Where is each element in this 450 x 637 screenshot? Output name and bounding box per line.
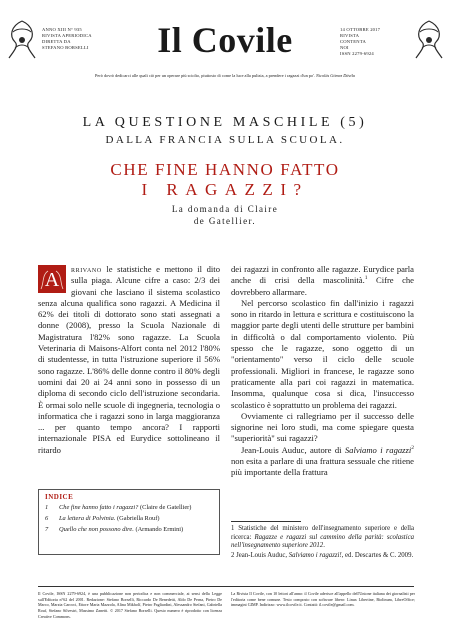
index-item[interactable] xyxy=(45,524,213,535)
index-box xyxy=(38,489,220,555)
colophon-left: Il Covile, ISSN 2279-6924, è una pubblicazione non periodica e non commerciale, ai sensi della Legge sull'Editoria n°62 del 2001. Redazione: Stefano Borselli, Riccardo De Benedetti, Aldo De Perna, Pietro De Marco, Marzia Carocci, Ettore Maria Mazzola, Alina Mikholf, Pietro Pagliardini, Alessandro Stefani, Gabriella Rouf, Stefano Silvestri, Massimo Zanetti. © 2017 Stefano Borselli. Questo numero è riprodotto con licenza Creative Commons. xyxy=(38,591,222,619)
dropcap-text: A xyxy=(44,269,60,291)
masthead-right-line-4: NOI xyxy=(340,45,349,50)
index-entry-title: Quello che non possono dire. xyxy=(59,526,134,533)
book-title: Salviamo i ragazzi xyxy=(344,444,412,455)
masthead-motto xyxy=(0,73,450,79)
footnote-divider xyxy=(231,521,301,522)
article-paragraph-continued xyxy=(231,264,414,298)
index-entry-author: (Gabriella Rouf) xyxy=(115,515,160,522)
index-entry-title: La lettera di Polvinia. xyxy=(59,515,116,522)
footnote-title: Ragazze e ragazzi sul cammino della parità: scolastica nell'insegnamento superiore 2012 xyxy=(231,533,415,550)
masthead-director: STEFANO BORSELLI xyxy=(42,45,89,50)
index-entry xyxy=(59,524,213,535)
index-entry xyxy=(59,513,213,524)
footnote-2 xyxy=(231,552,414,561)
article-paragraph-1 xyxy=(38,264,220,456)
footnote-text-end: , ed. Descartes & C. 2009. xyxy=(341,551,414,559)
byline-line-2: de Gatellier. xyxy=(193,216,257,226)
index-page-number: 6 xyxy=(45,515,49,522)
masthead-issue: ANNO XIII N° 935 xyxy=(42,27,82,32)
footnote-ref-2[interactable]: 2 xyxy=(411,444,414,451)
index-entry xyxy=(59,502,213,513)
index-entry-title: Che fine hanno fatto i ragazzi? xyxy=(59,504,139,511)
paragraph-text: dei ragazzi in confronto alle ragazze. Eurydice parla anche di crisi della mascolinità. xyxy=(231,264,414,286)
masthead-right-line-3: CONTENTA xyxy=(340,39,366,44)
masthead-directed-by: DIRETTA DA xyxy=(42,39,71,44)
article-column-left xyxy=(38,264,220,456)
footnote-title: Salviamo i ragazzi! xyxy=(288,551,342,559)
first-word: rrivano xyxy=(71,264,102,274)
footnote-text: 2 Jean-Louis Auduc, xyxy=(231,551,289,559)
footnote-1 xyxy=(231,525,414,551)
masthead-left-info xyxy=(42,27,142,51)
headline-line-1: CHE FINE HANNO FATTO xyxy=(110,160,340,179)
motto-author: Nicolás Gómez Dávila xyxy=(316,73,355,78)
headline-line-2: I RAGAZZI? xyxy=(141,180,309,199)
masthead-title: Il Covile xyxy=(157,20,293,60)
article-headline xyxy=(0,160,450,200)
footnote-text: 1 Statistiche del ministero dell'insegnamento superiore e della ricerca: xyxy=(231,525,414,541)
index-item[interactable] xyxy=(45,513,213,524)
colophon-divider xyxy=(38,586,414,587)
index-entry-author: (Armando Ermini) xyxy=(133,526,184,533)
masthead-issn: ISSN 2279-6924 xyxy=(340,51,374,56)
article-byline xyxy=(0,203,450,227)
series-subtitle: DALLA FRANCIA SULLA SCUOLA. xyxy=(105,134,345,146)
footnotes xyxy=(231,525,414,561)
article-column-right xyxy=(231,264,414,479)
right-ornament-icon xyxy=(412,18,446,64)
left-ornament-icon xyxy=(5,18,39,64)
series-title: LA QUESTIONE MASCHILE (5) xyxy=(82,115,368,130)
colophon-right: La Rivista Il Covile, con 10 lettori all'anno: il Covile aderisce all'appello dell'Unione italiana dei giornalisti per l'editoria come bene comune. Testo composto con software libero: Linux Libertine, Biolinum, LibreOffice; immagini GIMP. Indirizzo: www.ilcovile.it. Contatti: il.covile@gmail.com. xyxy=(231,591,415,608)
article-paragraph-4 xyxy=(231,445,414,479)
paragraph-text: Jean-Louis Auduc, autore di xyxy=(241,444,345,455)
masthead-right-line-2: RIVISTA xyxy=(340,33,360,38)
dropcap-letter xyxy=(38,265,66,293)
masthead-date: 14 OTTOBRE 2017 xyxy=(340,27,381,32)
index-item[interactable] xyxy=(45,502,213,513)
article-paragraph-3: Ovviamente ci rallegriamo per il successo delle signorine nei loro studi, ma come spiegare questa "superiorità" sui ragazzi? xyxy=(231,410,414,444)
left-column-text: le statistiche e mettono il dito sulla piaga. Alcune cifre a caso: 2/3 dei giovani che lasciano il sistema scolastico senza alcuna qualifica sono ragazzi. A Medicina il 62% dei titoli di dottorato sono stati assegnati a donne (2008), presso la Scuola Nazionale di Magistratura l'82% sono ragazze. La Scuola Veterinaria di Maisons-Alfort conta nel 2012 l'80% di studentesse, in tutta l'istruzione superiore il 56% sono ragazze. L'86% delle donne contro il 80% degli uomini dai 20 ai 24 anni sono in possesso di un diploma di secondo ciclo dell'istruzione secondaria. È ormai solo nelle scuole di ingegneria, tecnologia o informatica che i ragazzi sono in larga maggioranza ... per quanto tempo ancora? I rapporti internazionale PISA ed Eurydice sottolineano il ritardo xyxy=(38,264,220,455)
paragraph-text-end: non esita a parlare di una frattura sessuale che ritiene più importante della frattura xyxy=(231,456,414,478)
byline-line-1: La domanda di Claire xyxy=(171,204,279,214)
index-entry-author: (Claire de Gatellier) xyxy=(138,504,192,511)
masthead-subtitle: RIVISTA APERIODICA xyxy=(42,33,92,38)
index-title: INDICE xyxy=(45,493,74,501)
motto-text: Però dovrò dedicarci alle quali ciò per un operare più sciolto, piuttosto di come la luce alla pulizia, a prendere i ragazzi d'un po'. xyxy=(95,73,315,78)
footnote-ref-1[interactable]: 1 xyxy=(364,275,368,282)
footnote-text-end: . xyxy=(323,542,325,550)
article-paragraph-2: Nel percorso scolastico fin dall'inizio i ragazzi sono in ritardo in lettura e scrittura e costituiscono la maggior parte degli utenti delle strutture per bambini in difficoltà o dal comportamento violento. Più spesso che le ragazze, sono oggetto di un "orientamento" verso il ciclo delle scuole professionali. Migliori in francese, le ragazze sono praticamente alla pari coi ragazzi in matematica. Insomma, qualunque cosa si dica, l'insuccesso scolastico è soprattutto un problema dei ragazzi. xyxy=(231,297,414,410)
paragraph-text-end: Cifre che dovrebbero allarmare. xyxy=(231,275,414,297)
index-page-number: 7 xyxy=(45,526,49,533)
index-page-number: 1 xyxy=(45,504,49,511)
